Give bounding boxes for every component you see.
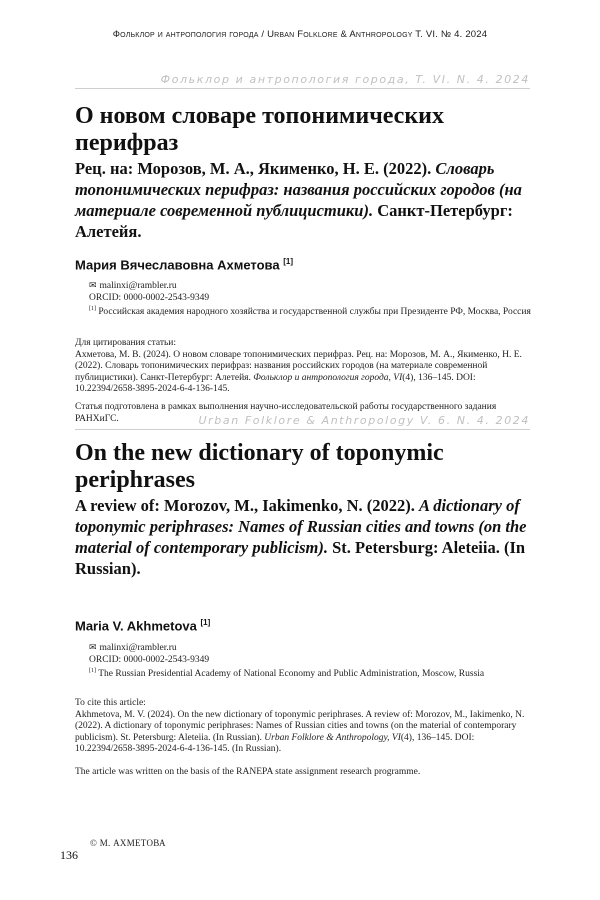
en-subtitle-tail: St. Petersburg: Aleteiia. (In Russian). <box>75 538 526 578</box>
ru-subtitle-plain: Рец. на: Морозов, М. А., Якименко, Н. Е. (2022). <box>75 159 432 178</box>
ru-affiliation-text: Российская академия народного хозяйства и государственной службы при Президенте РФ, Москва, Россия <box>98 307 531 318</box>
en-author-sup: [1] <box>200 618 211 627</box>
en-author-block <box>75 618 530 633</box>
copyright-notice: © М. АХМЕТОВА <box>90 838 166 848</box>
en-affiliation <box>89 666 544 681</box>
en-cite-label: To cite this article: <box>75 698 146 708</box>
en-subtitle <box>75 495 530 579</box>
en-aff-sup: [1] <box>89 668 96 674</box>
envelope-icon: ✉ <box>89 642 97 652</box>
en-subtitle-plain: A review of: Morozov, M., Iakimenko, N. (2022). <box>75 496 415 515</box>
ru-cite-text <box>75 350 530 396</box>
ru-cite-body: Ахметова, М. В. (2024). О новом словаре топонимических перифраз. Рец. на: Морозов, М. А., Якименко, Н. Е. (2022). Словарь топонимических перифраз: названия российских городов (на материале современной публицистики). Санкт-Петербург: Алетейя. <box>75 349 522 383</box>
ru-meta <box>75 280 544 319</box>
ru-orcid[interactable]: ORCID: 0000-0002-2543-9349 <box>89 292 210 303</box>
en-orcid[interactable]: ORCID: 0000-0002-2543-9349 <box>89 654 210 665</box>
ru-note: Статья подготовлена в рамках выполнения научно-исследовательской работы государственного задания РАНХиГС. <box>75 402 497 424</box>
en-subtitle-italic: A dictionary of toponymic periphrases: Names of Russian cities and towns (on the material of contemporary publicism). <box>75 496 527 557</box>
en-affiliation-text: The Russian Presidential Academy of National Economy and Public Administration, Moscow, Russia <box>98 669 485 680</box>
en-cite-text <box>75 710 530 756</box>
ru-author-name <box>75 257 530 272</box>
en-author-text: Maria V. Akhmetova <box>75 618 197 634</box>
ru-author-block <box>75 257 530 272</box>
en-title-block <box>75 440 530 579</box>
en-note-block <box>75 767 530 779</box>
ru-email-line <box>89 280 544 293</box>
en-title: On the new dictionary of toponymic periphrases <box>75 440 444 493</box>
ru-title: О новом словаре топонимических перифраз <box>75 103 444 156</box>
ru-cite-label: Для цитирования статьи: <box>75 338 177 348</box>
ru-author-text: Мария Вячеславовна Ахметова <box>75 257 280 273</box>
en-cite-body: Akhmetova, M. V. (2024). On the new dictionary of toponymic periphrases. A review of: Morozov, M., Iakimenko, N. (2022). A dictionary of toponymic periphrases: Names of Russian cities and towns (on the material of contemporary publicism). St. Petersburg: Aleteiia. (In Russian). <box>75 709 525 743</box>
en-cite-tail: (4), 136–145. DOI: 10.22394/2658-3895-2024-6-4-136-145. (In Russian). <box>75 732 475 754</box>
ru-cite-tail: (4), 136–145. DOI: 10.22394/2658-3895-2024-6-4-136-145. <box>75 372 476 394</box>
en-author-name <box>75 618 530 633</box>
ru-aff-sup: [1] <box>89 306 96 312</box>
ru-subtitle-italic: Словарь топонимических перифраз: названия российских городов (на материале современной публицистики). <box>75 159 522 220</box>
envelope-icon: ✉ <box>89 280 97 290</box>
ru-citation <box>75 338 530 396</box>
ru-cite-journal: Фольклор и антропология города, VI <box>253 372 403 383</box>
ru-author-sup: [1] <box>283 257 293 266</box>
ru-subtitle-tail: Санкт-Петербург: Алетейя. <box>75 201 513 241</box>
page-number: 136 <box>60 848 78 862</box>
ru-title-block <box>75 103 530 242</box>
journal-line-en: Urban Folklore & Anthropology V. 6. N. 4. 2024 <box>75 414 530 430</box>
ru-email[interactable]: malinxi@rambler.ru <box>99 281 177 291</box>
en-note: The article was written on the basis of the RANEPA state assignment research programme. <box>75 767 421 777</box>
ru-subtitle <box>75 158 530 242</box>
en-cite-journal: Urban Folklore & Anthropology, VI <box>264 732 401 743</box>
en-email-line <box>89 642 544 655</box>
en-meta <box>75 642 544 681</box>
en-email[interactable]: malinxi@rambler.ru <box>99 643 177 653</box>
journal-line-ru: Фольклор и антропология города, T. VI. N. 4. 2024 <box>75 73 530 89</box>
running-head: Фольклор и антропология города / Urban Folklore & Anthropology T. VI. № 4. 2024 <box>112 29 488 40</box>
en-citation <box>75 698 530 756</box>
ru-affiliation <box>89 304 544 319</box>
